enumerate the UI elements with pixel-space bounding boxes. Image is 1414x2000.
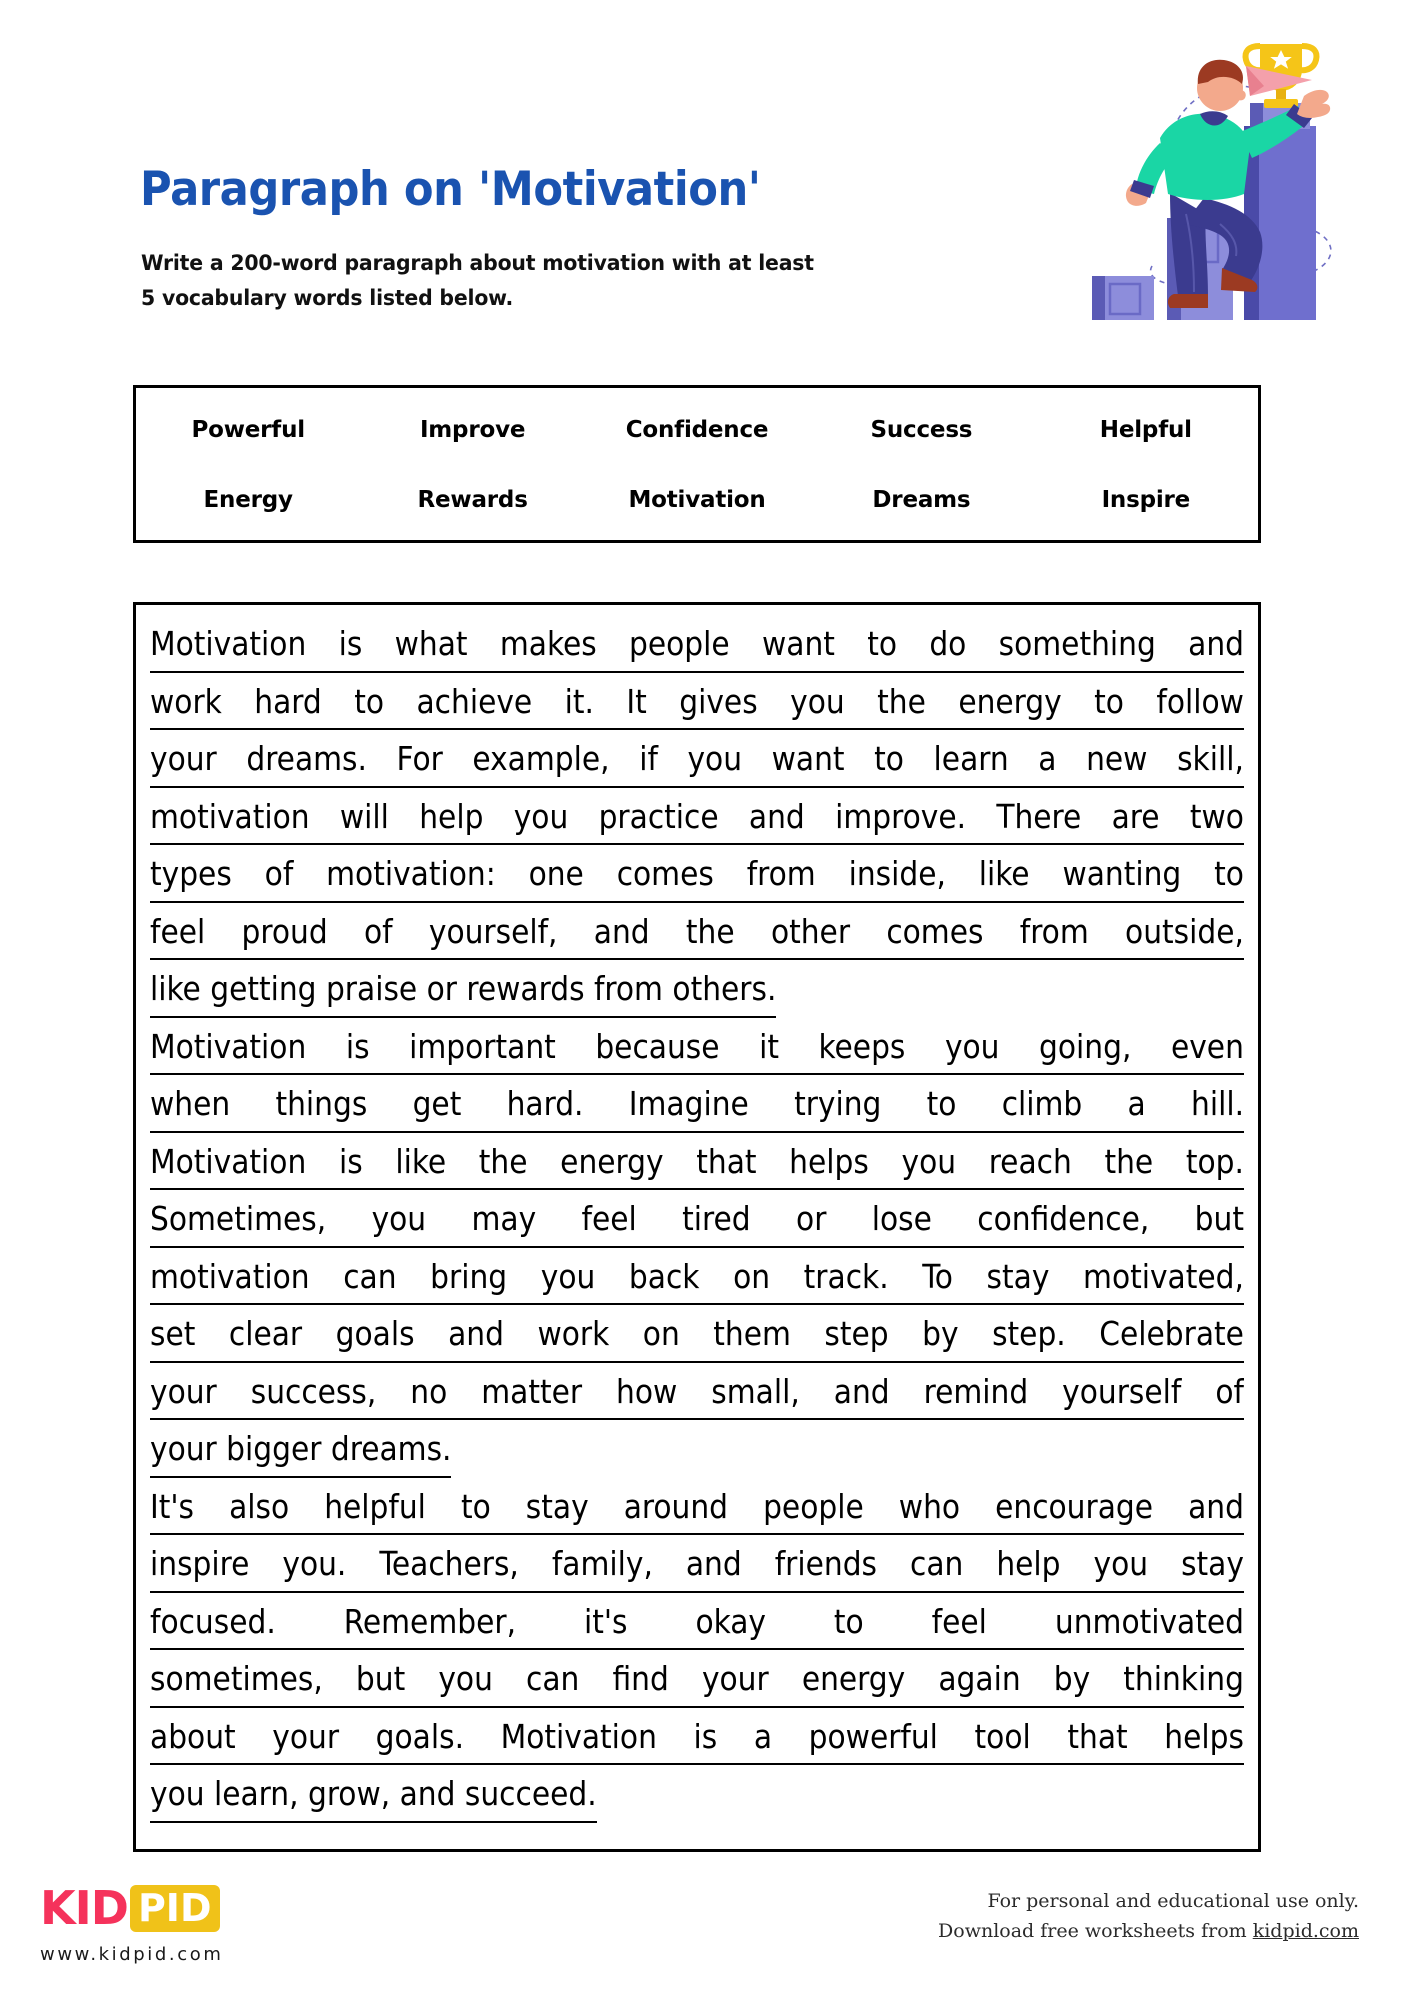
paragraph-word: outside, (1125, 911, 1244, 951)
paragraph-answer-area[interactable] (133, 602, 1261, 1852)
instruction-line-1: Write a 200-word paragraph about motivation with at least (141, 251, 814, 276)
vocabulary-word: Improve (419, 417, 526, 443)
vocabulary-word: Motivation (628, 487, 766, 513)
vocabulary-row-2 (136, 464, 1258, 540)
paragraph-word: comes (616, 854, 714, 893)
paragraph-word: okay (695, 1601, 766, 1641)
paragraph-word: get (412, 1084, 462, 1123)
paragraph-word: and (593, 911, 650, 951)
paragraph-word: how (616, 1371, 678, 1411)
paragraph-word: them (713, 1314, 791, 1353)
paragraph-word: keeps (818, 1026, 906, 1066)
paragraph-word: you (438, 1659, 493, 1698)
paragraph-word: that (1067, 1716, 1128, 1756)
paragraph-word: around (623, 1486, 729, 1526)
paragraph-word: achieve (416, 681, 533, 721)
paragraph-word: about (150, 1716, 236, 1756)
vocabulary-word: Helpful (1099, 417, 1192, 443)
paragraph-word: helpful (324, 1486, 426, 1526)
paragraph-word: example, (472, 739, 610, 778)
paragraph-word: and (1188, 624, 1244, 663)
paragraph-word: and (448, 1314, 504, 1353)
paragraph-word: on (733, 1256, 771, 1296)
paragraph-line (150, 1305, 1244, 1363)
vocabulary-word: Powerful (191, 417, 305, 443)
paragraph-word: your (272, 1716, 340, 1756)
paragraph-word: Teachers, (379, 1544, 519, 1583)
paragraph-word: motivation (150, 1256, 310, 1296)
paragraph-line (150, 1535, 1244, 1593)
paragraph-word: you (513, 796, 569, 836)
paragraph-word: the (478, 1141, 528, 1181)
paragraph-word: powerful (808, 1716, 938, 1756)
paragraph-word: stay (1181, 1544, 1244, 1583)
paragraph-word: success, (250, 1371, 377, 1411)
instruction-text (141, 246, 814, 316)
vocabulary-word: Energy (203, 487, 293, 513)
paragraph-word: no (410, 1371, 448, 1411)
paragraph-word: when (150, 1084, 231, 1123)
paragraph-word: For (396, 739, 443, 778)
paragraph-word: feel (931, 1601, 987, 1641)
paragraph-word: to (833, 1601, 864, 1641)
paragraph-word: energy (801, 1659, 906, 1698)
paragraph-word: and (833, 1371, 890, 1411)
paragraph-word: makes (499, 624, 597, 663)
paragraph-word: want (761, 624, 835, 663)
kidpid-logo (40, 1880, 224, 1965)
paragraph-word: There (996, 796, 1082, 836)
usage-notice-prefix: Download free worksheets from (938, 1920, 1253, 1942)
paragraph-text: you learn, grow, and succeed. (150, 1766, 597, 1823)
vocabulary-word-bank (133, 385, 1261, 543)
paragraph-word: you (901, 1141, 957, 1181)
paragraph-word: even (1170, 1026, 1244, 1066)
paragraph-word: you (790, 681, 845, 721)
paragraph-word: proud (241, 911, 328, 951)
vocabulary-word: Rewards (417, 487, 528, 513)
paragraph-word: people (763, 1486, 864, 1526)
paragraph-word: Imagine (628, 1084, 749, 1123)
paragraph-word: inside, (848, 854, 946, 893)
paragraph-word: the (877, 681, 926, 721)
paragraph-word: people (629, 624, 730, 663)
paragraph-word: is (345, 1026, 370, 1066)
paragraph-word: goals. (375, 1716, 464, 1756)
logo-text-pid: PID (130, 1885, 220, 1932)
paragraph-line (150, 1478, 1244, 1536)
paragraph-word: of (363, 911, 393, 951)
motivation-illustration (1074, 28, 1404, 320)
paragraph-word: you (540, 1256, 596, 1296)
paragraph-word: may (471, 1199, 537, 1238)
paragraph-word: your (150, 1371, 217, 1411)
paragraph-word: helps (789, 1141, 869, 1181)
paragraph-word: one (528, 854, 584, 893)
paragraph-word: lose (871, 1199, 932, 1238)
paragraph-word: what (394, 624, 468, 663)
paragraph-word: track. (803, 1256, 889, 1296)
paragraph-line (150, 1650, 1244, 1708)
paragraph-word: like (978, 854, 1030, 893)
paragraph-word: climb (1001, 1084, 1083, 1123)
paragraph-word: the (685, 911, 735, 951)
paragraph-word: like (395, 1141, 447, 1181)
paragraph-word: feel (150, 911, 206, 951)
kidpid-link[interactable]: kidpid.com (1252, 1920, 1359, 1942)
paragraph-line (150, 1248, 1244, 1306)
paragraph-word: other (770, 911, 851, 951)
paragraph-word: something (998, 624, 1156, 663)
paragraph-word: Motivation (150, 1141, 307, 1181)
paragraph-line (150, 673, 1244, 731)
paragraph-word: is (338, 1141, 363, 1181)
paragraph-word: reach (988, 1141, 1072, 1181)
paragraph-word: comes (886, 911, 984, 951)
paragraph-word: stay (525, 1486, 589, 1526)
paragraph-word: remind (923, 1371, 1029, 1411)
paragraph-word: find (612, 1659, 669, 1698)
paragraph-word: It (626, 681, 647, 721)
paragraph-line (150, 788, 1244, 846)
paragraph-word: inspire (150, 1544, 250, 1583)
paragraph-word: but (1194, 1199, 1244, 1238)
paragraph-word: dreams. (246, 739, 367, 778)
paragraph-word: can (910, 1544, 964, 1583)
paragraph-word: family, (551, 1544, 653, 1583)
paragraph-word: hard. (506, 1084, 584, 1123)
paragraph-word: do (929, 624, 967, 663)
paragraph-word: you. (282, 1544, 347, 1583)
paragraph-word: of (1215, 1371, 1244, 1411)
paragraph-word: are (1111, 796, 1160, 836)
paragraph-word: to (1214, 854, 1244, 893)
paragraph-word: can (526, 1659, 580, 1698)
paragraph-word: gives (679, 681, 758, 721)
paragraph-word: of (264, 854, 294, 893)
paragraph-word: Motivation (150, 624, 307, 663)
logo-website-url: www.kidpid.com (40, 1944, 224, 1965)
paragraph-word: yourself, (428, 911, 558, 951)
paragraph-word: important (409, 1026, 556, 1066)
paragraph-word: a (753, 1716, 773, 1756)
paragraph-word: new (1086, 739, 1148, 778)
paragraph-word: help (996, 1544, 1061, 1583)
paragraph-word: you (371, 1199, 427, 1238)
paragraph-word: to (1094, 681, 1124, 721)
paragraph-word: it (759, 1026, 779, 1066)
paragraph-line (150, 730, 1244, 788)
paragraph-word: if (639, 739, 658, 778)
paragraph-word: a (1127, 1084, 1146, 1123)
paragraph-word: motivated, (1083, 1256, 1244, 1296)
paragraph-word: follow (1156, 681, 1244, 721)
paragraph-line (150, 1420, 1244, 1478)
paragraph-word: helps (1164, 1716, 1244, 1756)
paragraph-word: energy (560, 1141, 664, 1181)
paragraph-word: work (150, 681, 222, 721)
paragraph-word: by (1053, 1659, 1091, 1698)
paragraph-word: Sometimes, (150, 1199, 327, 1238)
paragraph-word: It's (150, 1486, 195, 1526)
paragraph-word: will (339, 796, 389, 836)
paragraph-word: unmotivated (1054, 1601, 1244, 1641)
page-title: Paragraph on 'Motivation' (140, 162, 761, 217)
paragraph-word: again (938, 1659, 1021, 1698)
paragraph-word: that (696, 1141, 757, 1181)
paragraph-word: To (922, 1256, 953, 1296)
vocabulary-word: Success (870, 417, 973, 443)
paragraph-word: hard (254, 681, 322, 721)
paragraph-line (150, 903, 1244, 961)
instruction-line-2: 5 vocabulary words listed below. (141, 286, 514, 311)
paragraph-word: improve. (835, 796, 967, 836)
paragraph-word: it's (583, 1601, 628, 1641)
paragraph-word: learn (933, 739, 1009, 778)
paragraph-line (150, 1708, 1244, 1766)
paragraph-word: matter (481, 1371, 583, 1411)
paragraph-word: on (642, 1314, 680, 1353)
paragraph-word: things (275, 1084, 368, 1123)
paragraph-word: Celebrate (1099, 1314, 1244, 1353)
vocabulary-row-1 (136, 388, 1258, 464)
vocabulary-word: Inspire (1101, 487, 1191, 513)
paragraph-word: sometimes, (150, 1659, 323, 1698)
paragraph-word: going, (1039, 1026, 1132, 1066)
paragraph-word: encourage (995, 1486, 1154, 1526)
logo-mark (40, 1880, 224, 1936)
paragraph-word: clear (228, 1314, 303, 1353)
paragraph-word: because (595, 1026, 720, 1066)
paragraph-word: types (150, 854, 232, 893)
vocabulary-word: Dreams (872, 487, 971, 513)
paragraph-word: motivation (150, 796, 310, 836)
paragraph-word: tired (682, 1199, 751, 1238)
paragraph-line (150, 1018, 1244, 1076)
paragraph-word: focused. (150, 1601, 276, 1641)
paragraph-line (150, 615, 1244, 673)
paragraph-word: top. (1185, 1141, 1244, 1181)
paragraph-word: and (685, 1544, 742, 1583)
paragraph-word: motivation: (326, 854, 496, 893)
paragraph-word: it. (564, 681, 594, 721)
paragraph-line (150, 1075, 1244, 1133)
paragraph-word: confidence, (977, 1199, 1150, 1238)
paragraph-word: hill. (1191, 1084, 1244, 1123)
paragraph-word: help (419, 796, 484, 836)
paragraph-word: Motivation (500, 1716, 657, 1756)
paragraph-word: set (150, 1314, 196, 1353)
paragraph-word: your (150, 739, 217, 778)
paragraph-word: by (922, 1314, 959, 1353)
paragraph-word: from (1019, 911, 1089, 951)
paragraph-word: to (460, 1486, 491, 1526)
paragraph-word: to (354, 681, 385, 721)
paragraph-word: to (874, 739, 904, 778)
usage-notice-line-2 (938, 1916, 1359, 1946)
paragraph-word: who (898, 1486, 961, 1526)
paragraph-line (150, 845, 1244, 903)
paragraph-word: wanting (1062, 854, 1182, 893)
step-small (1092, 276, 1154, 320)
paragraph-word: back (628, 1256, 700, 1296)
paragraph-text: like getting praise or rewards from others. (150, 961, 776, 1018)
paragraph-word: bring (430, 1256, 508, 1296)
paragraph-word: your (701, 1659, 769, 1698)
footer-usage-notice (938, 1886, 1359, 1946)
paragraph-word: thinking (1123, 1659, 1244, 1698)
paragraph-line (150, 1765, 1244, 1823)
logo-text-kid: KID (40, 1881, 128, 1935)
paragraph-word: tool (974, 1716, 1031, 1756)
paragraph-word: is (338, 624, 363, 663)
paragraph-word: Motivation (150, 1026, 307, 1066)
worksheet-header (0, 0, 1414, 311)
paragraph-word: skill, (1177, 739, 1244, 778)
paragraph-word: step. (992, 1314, 1066, 1353)
paragraph-line (150, 1593, 1244, 1651)
paragraph-word: but (355, 1659, 406, 1698)
paragraph-word: you (944, 1026, 1000, 1066)
paragraph-word: you (687, 739, 743, 778)
paragraph-word: two (1189, 796, 1244, 836)
paragraph-word: can (343, 1256, 397, 1296)
paragraph-word: to (926, 1084, 957, 1123)
paragraph-word: practice (598, 796, 719, 836)
paragraph-word: from (746, 854, 816, 893)
usage-notice-line-1: For personal and educational use only. (987, 1890, 1359, 1912)
paragraph-word: yourself (1062, 1371, 1182, 1411)
paragraph-word: small, (711, 1371, 800, 1411)
paragraph-word: work (537, 1314, 610, 1353)
paragraph-word: is (693, 1716, 718, 1756)
paragraph-word: and (748, 796, 805, 836)
paragraph-line (150, 1190, 1244, 1248)
vocabulary-word: Confidence (625, 417, 769, 443)
paragraph-word: energy (958, 681, 1062, 721)
paragraph-word: Remember, (343, 1601, 517, 1641)
paragraph-word: friends (774, 1544, 878, 1583)
paragraph-word: to (867, 624, 898, 663)
paragraph-word: want (771, 739, 845, 778)
paragraph-word: and (1188, 1486, 1244, 1526)
paragraph-word: or (796, 1199, 827, 1238)
paragraph-line (150, 1133, 1244, 1191)
paragraph-word: also (229, 1486, 290, 1526)
paragraph-word: stay (986, 1256, 1050, 1296)
paragraph-word: trying (794, 1084, 882, 1123)
paragraph-word: goals (335, 1314, 415, 1353)
paragraph-text: your bigger dreams. (150, 1421, 451, 1478)
paragraph-word: the (1104, 1141, 1154, 1181)
paragraph-line (150, 1363, 1244, 1421)
paragraph-word: feel (581, 1199, 637, 1238)
worksheet-footer (0, 1872, 1414, 2000)
paragraph-word: you (1093, 1544, 1149, 1583)
paragraph-word: step (824, 1314, 889, 1353)
paragraph-line (150, 960, 1244, 1018)
paragraph-word: a (1038, 739, 1057, 778)
